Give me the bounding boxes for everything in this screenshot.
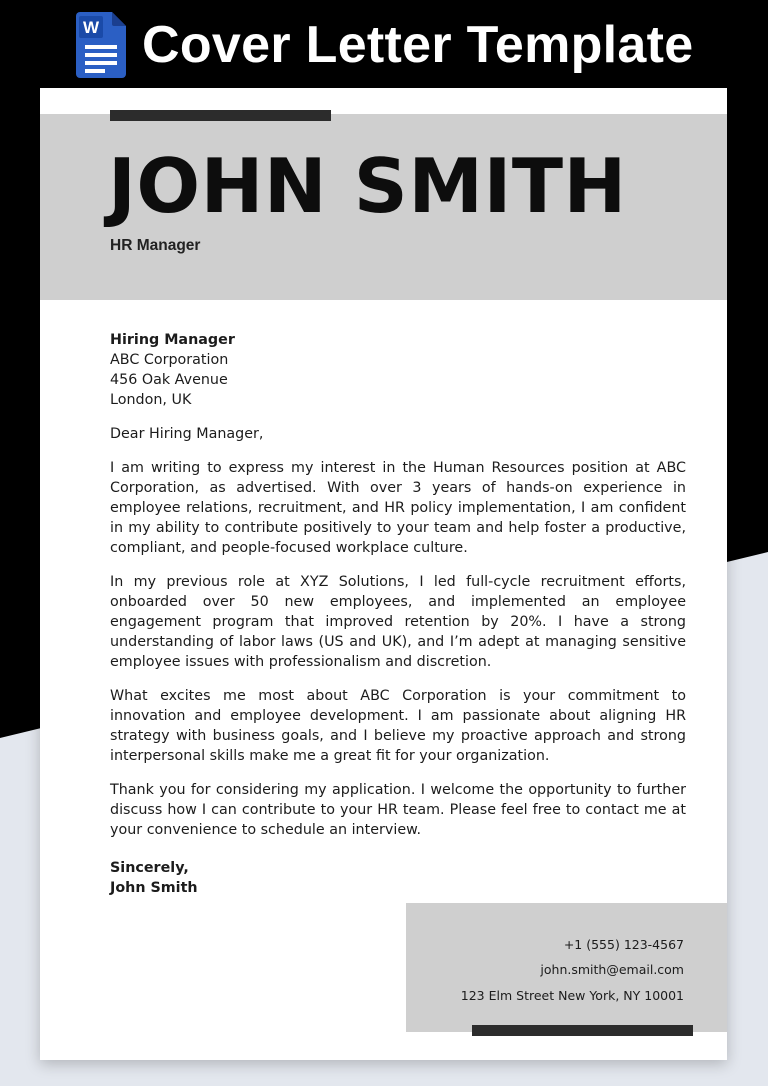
letter-page	[40, 88, 727, 1060]
applicant-role: HR Manager	[110, 237, 201, 254]
recipient-city: London, UK	[110, 392, 192, 408]
recipient-street: 456 Oak Avenue	[110, 372, 228, 388]
banner-title: Cover Letter Template	[142, 16, 694, 74]
closing: Sincerely,	[110, 860, 189, 876]
applicant-name: JOHN SMITH	[108, 142, 627, 230]
paragraph-3: What excites me most about ABC Corporation is your commitment to innovation and employee development. I am passionate about aligning HR strategy with business goals, and I believe my proactive approach and strong interpersonal skills make me a great fit for your organization.	[110, 688, 686, 764]
paragraph-2: In my previous role at XYZ Solutions, I led full-cycle recruitment efforts, onboarded over 50 new employees, and implemented an employee engagement program that improved retention by 20%. I have a strong understanding of labor laws (US and UK), and I’m adept at managing sensitive employee issues with professionalism and discretion.	[110, 574, 686, 670]
letter-body	[110, 330, 686, 898]
recipient-company: ABC Corporation	[110, 352, 229, 368]
paragraph-4: Thank you for considering my application. I welcome the opportunity to further discuss how I can contribute to your HR team. Please feel free to contact me at your convenience to schedule an interview.	[110, 782, 686, 838]
recipient-address	[110, 330, 686, 410]
top-accent-bar	[110, 110, 331, 121]
paragraph-1: I am writing to express my interest in the Human Resources position at ABC Corporation, as advertised. With over 3 years of hands-on experience in employee relations, recruitment, and HR policy implementation, I am confident in my ability to contribute positively to your team and help foster a productive, compliant, and people-focused workplace culture.	[110, 460, 686, 556]
contact-phone: +1 (555) 123-4567	[563, 937, 684, 952]
bottom-accent-bar	[472, 1025, 693, 1036]
word-document-icon	[76, 12, 126, 78]
recipient-title: Hiring Manager	[110, 332, 235, 348]
contact-email: john.smith@email.com	[540, 962, 684, 977]
contact-box	[406, 903, 727, 1032]
signature: John Smith	[110, 880, 198, 896]
svg-text:W: W	[82, 18, 100, 37]
greeting: Dear Hiring Manager,	[110, 426, 264, 442]
contact-address: 123 Elm Street New York, NY 10001	[460, 988, 684, 1003]
